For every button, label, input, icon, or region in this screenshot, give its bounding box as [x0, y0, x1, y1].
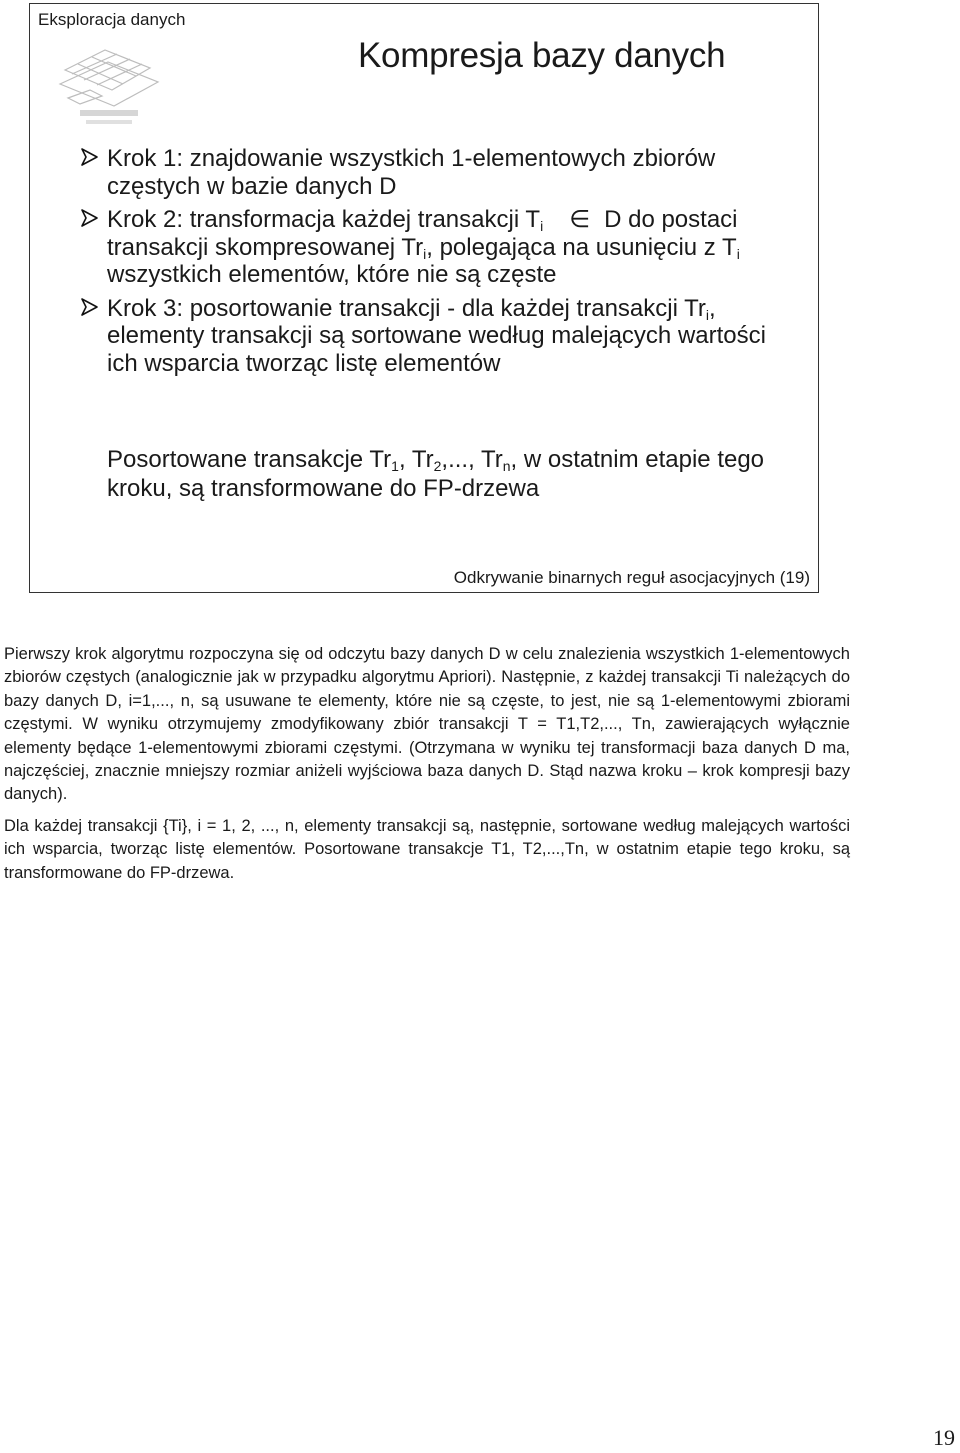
sorted-transactions-note [107, 445, 797, 503]
slide-title: Kompresja bazy danych [358, 36, 726, 75]
bullet-text: wszystkich elementów, które nie są częste [107, 261, 557, 288]
subscript: 1 [391, 458, 399, 474]
bullet-text: , elementy transakcji są sortowane według malejących wartości ich wsparcia tworząc listę elementów [107, 294, 766, 377]
bullet-krok-3 [80, 295, 780, 378]
subscript: 2 [433, 458, 442, 474]
arrow-bullet-icon [80, 146, 100, 168]
body-text [4, 643, 850, 893]
subscript: n [502, 458, 511, 474]
bullet-list [80, 145, 780, 383]
slide-frame [29, 3, 819, 593]
krok-label: Krok 1: [107, 145, 184, 172]
bullet-krok-1 [80, 145, 780, 200]
note-text: , w ostatnim etapie tego kroku, są transformowane do FP-drzewa [107, 446, 765, 502]
subscript: i [423, 245, 427, 262]
bullet-text: , polegająca na usunięciu z T [426, 233, 737, 261]
paragraph: Pierwszy krok algorytmu rozpoczyna się od odczytu bazy danych D w celu znalezienia wszystkich 1-elementowych zbiorów częstych (analogicznie jak w przypadku algorytmu Apriori). Następnie, z każdej transakcji Ti należących do bazy danych D, i=1,..., n, są usuwane te elementy, które nie są częste, to jest, nie są 1-elementowymi zbiorami częstymi. W wyniku otrzymujemy zmodyfikowany zbiór transakcji T = T1,T2,..., Tn, zawierających wyłącznie elementy będące 1-elementowymi zbiorami częstymi. (Otrzymana w wyniku tej transformacji baza danych D ma, najczęściej, znacznie mniejszy rozmiar aniżeli wyjściowa baza danych D. Stąd nazwa kroku – krok kompresji bazy danych). [4, 645, 850, 804]
arrow-bullet-icon [80, 296, 100, 318]
element-of-symbol: ∈ [569, 206, 591, 233]
krok-label: Krok 2: [107, 206, 184, 233]
slide-footer: Odkrywanie binarnych reguł asocjacyjnych (19) [453, 568, 810, 587]
bullet-krok-2 [80, 206, 780, 289]
krok-label: Krok 3: [107, 294, 184, 322]
bullet-text: transformacja każdej transakcji T [183, 206, 541, 233]
bullet-text: znajdowanie wszystkich 1-elementowych zbiorów częstych w bazie danych D [107, 145, 716, 200]
subscript: i [705, 306, 710, 323]
bullet-text: D do postaci transakcji skompresowanej Tr [107, 206, 738, 261]
bullet-text: posortowanie transakcji - dla każdej transakcji Tr [183, 294, 706, 322]
slide-header: Eksploracja danych [38, 10, 186, 29]
logo-icon [50, 40, 170, 132]
paragraph: Dla każdej transakcji {Ti}, i = 1, 2, ..., n, elementy transakcji są, następnie, sortowane według malejących wartości ich wsparcia, tworząc listę elementów. Posortowane transakcje T1, T2,...,Tn, w ostatnim etapie tego kroku, są transformowane do FP-drzewa. [4, 816, 850, 882]
subscript: i [540, 218, 544, 234]
note-text: ,..., Tr [441, 446, 503, 473]
page-number: 19 [933, 1425, 955, 1450]
arrow-bullet-icon [80, 207, 100, 229]
note-text: Posortowane transakcje Tr [107, 446, 392, 473]
note-text: , Tr [398, 446, 434, 473]
subscript: i [736, 245, 740, 262]
